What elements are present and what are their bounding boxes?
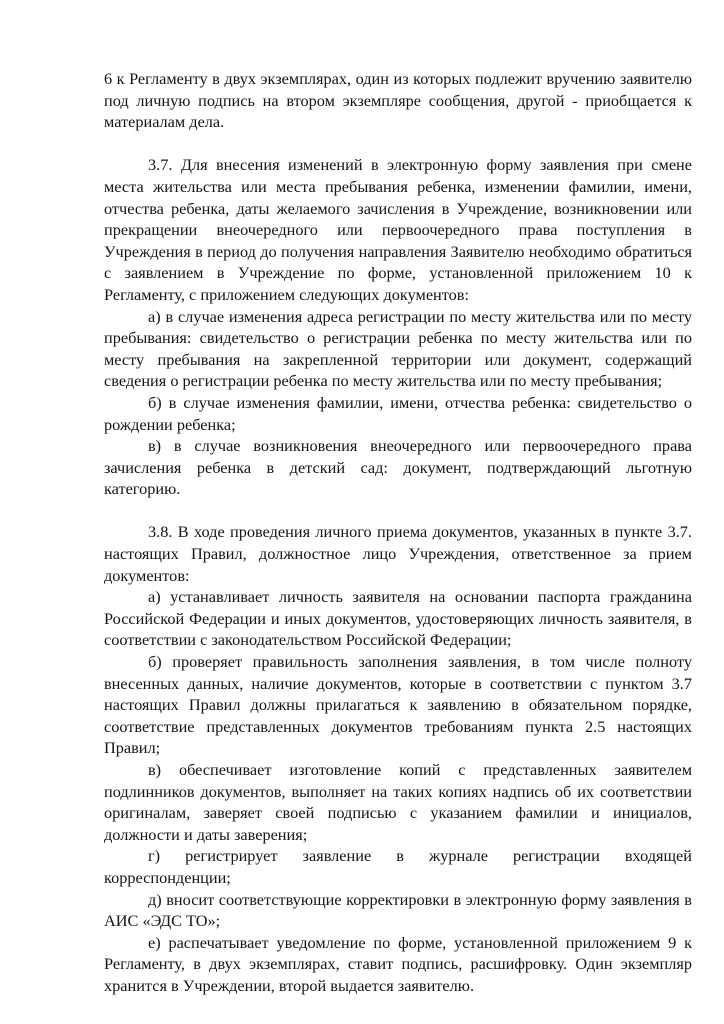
document-page — [104, 68, 692, 997]
paragraph-3-7: 3.7. Для внесения изменений в электронную форму заявления при смене места жительства или места пребывания ребенка, изменении фамилии, имени, отчества ребенка, даты желаемого зачисления в Учреждение, возникновении или прекращении внеочередного или первоочередного права поступления в Учреждения в период до получения направления Заявителю необходимо обратиться с заявлением в Учреждение по форме, установленной приложением 10 к Регламенту, с приложением следующих документов: — [104, 155, 692, 304]
paragraph-3-8: 3.8. В ходе проведения личного приема документов, указанных в пункте 3.7. настоящих Правил, должностное лицо Учреждения, ответственное за прием документов: — [104, 522, 692, 585]
paragraph-3-8-d: д) вносит соответствующие корректировки в электронную форму заявления в АИС «ЭДС ТО»; — [104, 889, 692, 931]
paragraph-3-8-b: б) проверяет правильность заполнения заявления, в том числе полноту внесенных данных, наличие документов, которые в соответствии с пунктом 3.7 настоящих Правил должны прилагаться к заявлению в обязательном порядке, соответствие представленных документов требованиям пункта 2.5 настоящих Правил; — [104, 652, 692, 758]
paragraph-continuation: 6 к Регламенту в двух экземплярах, один из которых подлежит вручению заявителю под личную подпись на втором экземпляре сообщения, другой - приобщается к материалам дела. — [104, 69, 692, 132]
paragraph-3-7-a: а) в случае изменения адреса регистрации по месту жительства или по месту пребывания: свидетельство о регистрации ребенка по месту жительства или по месту пребывания на закрепленной территории или документ, содержащий сведения о регистрации ребенка по месту жительства или по месту пребывания; — [104, 306, 692, 391]
paragraph-3-7-v: в) в случае возникновения внеочередного или первоочередного права зачисления ребенка в детский сад: документ, подтверждающий льготную категорию. — [104, 436, 692, 499]
paragraph-3-8-v: в) обеспечивает изготовление копий с представленных заявителем подлинников документов, выполняет на таких копиях надпись об их соответствии оригиналам, заверяет своей подписью с указанием фамилии и инициалов, должности и даты заверения; — [104, 760, 692, 844]
paragraph-3-8-a: а) устанавливает личность заявителя на основании паспорта гражданина Российской Федерации и иных документов, удостоверяющих личность заявителя, в соответствии с законодательством Российской Федерации; — [104, 587, 692, 650]
paragraph-3-8-e: е) распечатывает уведомление по форме, установленной приложением 9 к Регламенту, в двух экземплярах, ставит подпись, расшифровку. Один экземпляр хранится в Учреждении, второй выдается заявителю. — [104, 932, 692, 995]
paragraph-3-7-b: б) в случае изменения фамилии, имени, отчества ребенка: свидетельство о рождении ребенка; — [104, 392, 692, 434]
paragraph-3-8-g: г) регистрирует заявление в журнале регистрации входящей корреспонденции; — [104, 846, 692, 887]
